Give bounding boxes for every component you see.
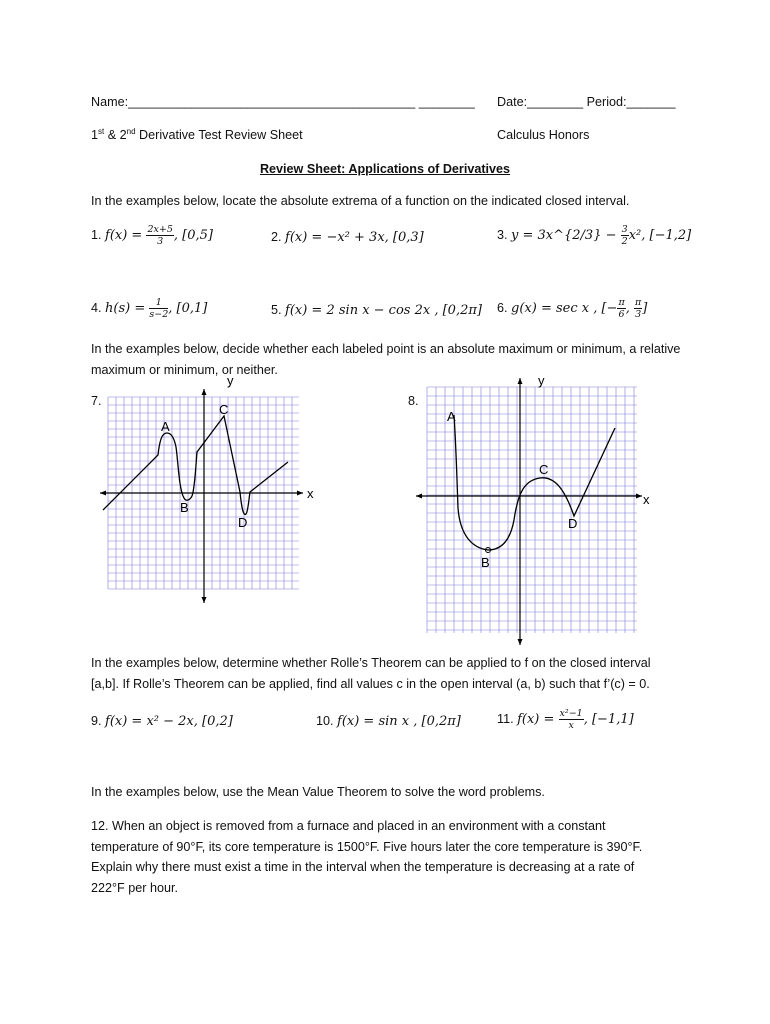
date-period-label: Date:________ Period:_______	[497, 95, 676, 109]
problem-6: 6. g(x) = sec x , [− $\frac{\pi}{6}$ , $\frac{\pi}{3}$ ]	[497, 297, 648, 320]
graph-8	[400, 366, 660, 654]
graph8-y-label: y	[538, 373, 545, 388]
graph8-point-D: D	[568, 516, 578, 531]
section3-instructions-line1: In the examples below, determine whether Rolle’s Theorem can be applied to f on the closed interval	[91, 656, 651, 670]
graph-7	[95, 374, 325, 610]
graph7-point-C: C	[219, 402, 229, 417]
problem-10: 10. f(x) = sin x , [0,2π]	[316, 714, 461, 729]
graph7-x-label: x	[307, 486, 314, 501]
section1-instructions: In the examples below, locate the absolute extrema of a function on the indicated closed interval.	[91, 194, 630, 208]
sheet-subtitle: 1st & 2nd Derivative Test Review Sheet	[91, 126, 303, 142]
section3-instructions-line2: [a,b]. If Rolle’s Theorem can be applied, find all values c in the open interval (a, b) such that f’(c) = 0.	[91, 677, 650, 691]
graph7-y-label: y	[227, 374, 234, 388]
name-field-label: Name:_________________________________________ ________	[91, 95, 475, 109]
problem-9: 9. f(x) = x² − 2x, [0,2]	[91, 714, 233, 729]
graph8-point-C: C	[539, 462, 549, 477]
problem-11: 11. f(x) = $\frac{\text{x²−1}}{x}$ , [−1,1]	[497, 708, 634, 731]
problem-4: 4. h(s) = $\frac{1}{s-2}$ , [0,1]	[91, 297, 208, 320]
problem-1: 1. f(x) = $\frac{2x+5}{3}$ , [0,5]	[91, 224, 213, 247]
course-name: Calculus Honors	[497, 128, 590, 142]
graph7-point-A: A	[161, 419, 170, 434]
graph7-point-D: D	[238, 515, 248, 530]
problem-12: 12. When an object is removed from a furnace and placed in an environment with a constant temperature of 90°F, its core temperature is 1500°F. Five hours later the core temperature is 390°F. Explain why there must exist a time in the interval when the temperature is decreasing at a rate of 222°F per hour.	[91, 819, 643, 895]
graph8-x-label: x	[643, 492, 650, 507]
section2-instructions: In the examples below, decide whether each labeled point is an absolute maximum or minimum, a relative maximum or minimum, or neither.	[91, 342, 681, 377]
problem-5: 5. f(x) = 2 sin x − cos 2x , [0,2π]	[271, 303, 482, 318]
graph8-point-A: A	[447, 409, 456, 424]
problem-2: 2. f(x) = −x² + 3x, [0,3]	[271, 230, 424, 245]
problem-3: 3. y = 3x^{2/3} − $\frac{3}{2}$ x², [−1,2]	[497, 224, 692, 247]
section4-instructions: In the examples below, use the Mean Value Theorem to solve the word problems.	[91, 785, 545, 799]
graph7-number: 7.	[91, 394, 102, 408]
page-title: Review Sheet: Applications of Derivatives	[259, 162, 511, 176]
graph8-point-B: B	[481, 555, 490, 570]
graph7-point-B: B	[180, 500, 189, 515]
graph8-number: 8.	[408, 394, 419, 408]
